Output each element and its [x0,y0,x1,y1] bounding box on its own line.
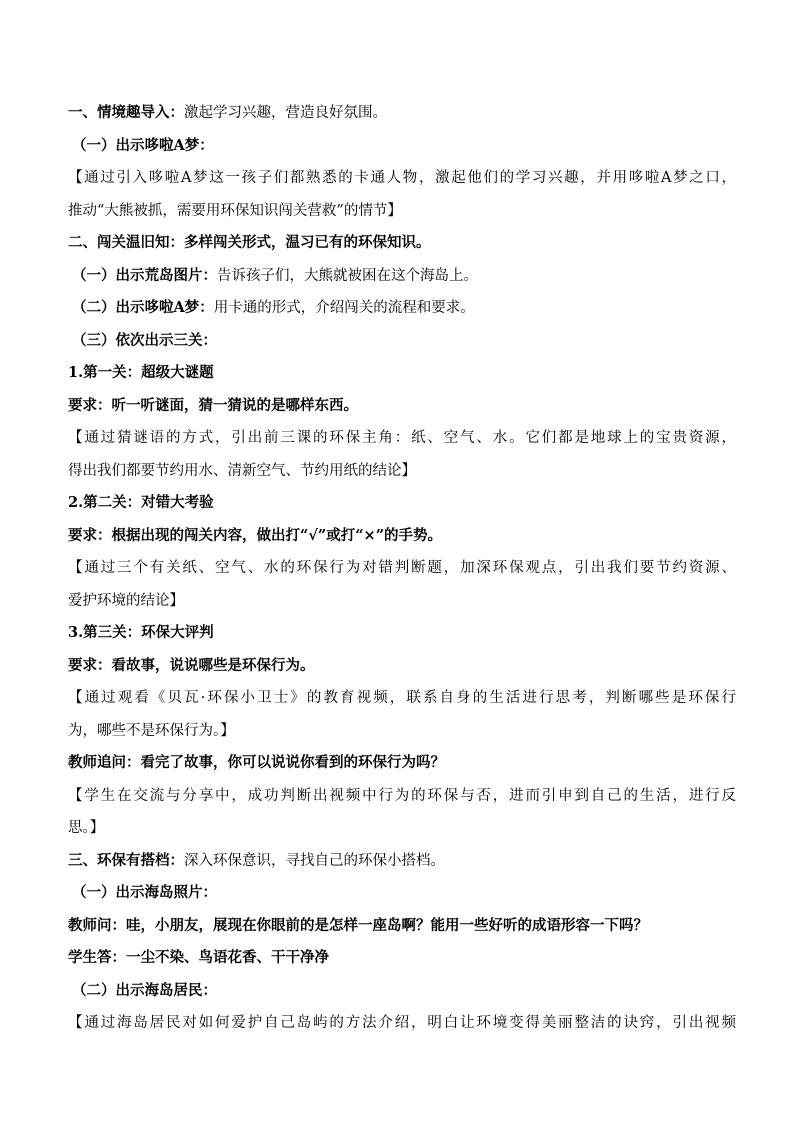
section-3-heading [68,845,736,878]
level-1-note-line-2: 得出我们都要节约用水、清新空气、节约用纸的结论】 [68,462,416,479]
level-2-title: 2.第二关：对错大考验 [68,494,214,511]
teacher-followup-question: 教师追问：看完了故事，你可以说说你看到的环保行为吗？ [68,754,445,771]
level-2-requirement: 要求：根据出现的闯关内容，做出打“√”或打“×”的手势。 [68,526,443,544]
section-2-sub-1-label: （一）出示荒岛图片： [72,266,217,284]
section-3-sub-1: （一）出示海岛照片： [72,884,217,901]
student-note-line-1: 【学生在交流与分享中，成功判断出视频中行为的环保与否，进而引申到自己的生活，进行反 [68,787,736,804]
section-1-note-line-1: 【通过引入哆啦A梦这一孩子们都熟悉的卡通人物，激起他们的学习兴趣，并用哆啦A梦之口， [68,170,736,186]
section-2-sub-3: （三）依次出示三关： [72,331,217,349]
level-2-note-line-1: 【通过三个有关纸、空气、水的环保行为对错判断题，加深环保观点，引出我们要节约资源、 [68,560,736,576]
level-3-title: 3.第三关：环保大评判 [68,624,214,641]
section-3-title-rest: 深入环保意识，寻找自己的环保小搭档。 [184,852,445,869]
section-1-note-line-2: 推动“大熊被抓，需要用环保知识闯关营救”的情节】 [68,202,402,219]
level-1-requirement: 要求：听一听谜面，猜一猜说的是哪样东西。 [68,396,358,414]
section-1-title: 一、情境趣导入： [68,104,184,121]
section-2-sub-2-text: 用卡通的形式，介绍闯关的流程和要求。 [213,300,475,316]
student-answer: 学生答：一尘不染、鸟语花香、干干净净 [68,949,329,966]
section-2-sub-2-label: （二）出示哆啦A梦： [72,299,214,316]
section-3-title: 三、环保有搭档： [68,851,184,869]
section-2-sub-1-text: 告诉孩子们，大熊就被困在这个海岛上。 [217,267,478,284]
teacher-question: 教师问：哇，小朋友，展现在你眼前的是怎样一座岛啊？能用一些好听的成语形容一下吗？ [68,916,648,934]
section-1-title-rest: 激起学习兴趣，营造良好氛围。 [184,105,387,121]
section-2-sub-1 [68,260,736,293]
section-1-sub-1: （一）出示哆啦A梦： [72,136,214,154]
document-body [68,97,736,1040]
section-3-note-line-1: 【通过海岛居民对如何爱护自己岛屿的方法介绍，明白让环境变得美丽整洁的诀窍，引出视频 [68,1015,736,1031]
level-3-requirement: 要求：看故事，说说哪些是环保行为。 [68,656,315,674]
level-2-note-line-2: 爱护环境的结论】 [68,592,184,609]
level-1-title: 1.第一关：超级大谜题 [68,364,214,381]
section-1-heading [68,97,736,130]
level-3-note-line-2: 为，哪些不是环保行为。】 [68,722,235,739]
section-2-heading: 二、闯关温旧知：多样闯关形式，温习已有的环保知识。 [68,234,431,251]
section-2-sub-2 [68,292,736,325]
level-3-note-line-1: 【通过观看《贝瓦·环保小卫士》的教育视频，联系自身的生活进行思考，判断哪些是环保行 [68,690,736,706]
student-note-line-2: 思。】 [68,820,105,836]
section-3-sub-2: （二）出示海岛居民： [72,981,217,999]
level-1-note-line-1: 【通过猜谜语的方式，引出前三课的环保主角：纸、空气、水。它们都是地球上的宝贵资源， [68,430,736,446]
